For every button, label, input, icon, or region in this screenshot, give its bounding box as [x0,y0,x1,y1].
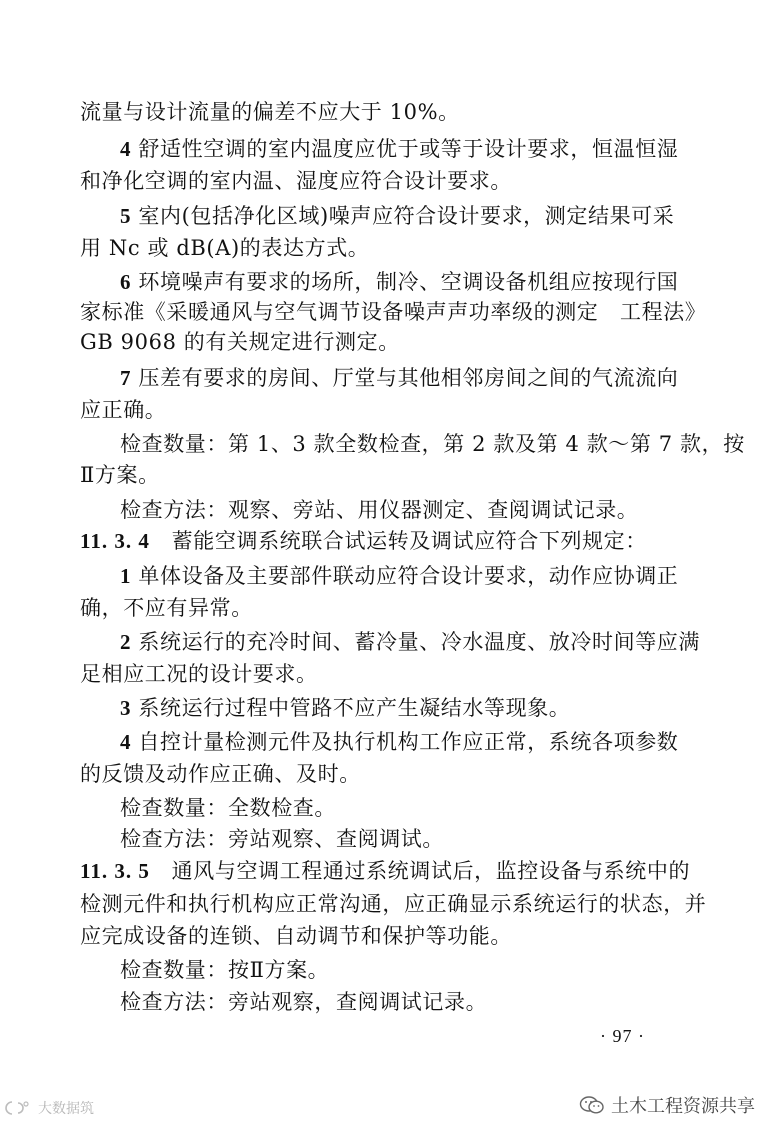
paragraph-line: 足相应工况的设计要求。 [80,662,318,686]
item-number: 4 [120,730,132,754]
watermark-text: 大数据筑 [38,1101,94,1117]
paragraph-line: 的反馈及动作应正确、及时。 [80,762,361,786]
item-number: 1 [120,564,132,588]
list-item-3: 3 系统运行过程中管路不应产生凝结水等现象。 [120,696,571,720]
inspection-method: 检查方法：旁站观察，查阅调试记录。 [120,990,488,1014]
paragraph-line: 流量与设计流量的偏差不应大于 10%。 [80,100,460,124]
list-item-1: 1 单体设备及主要部件联动应符合设计要求，动作应协调正 [120,564,679,588]
paragraph-line: 确，不应有异常。 [80,596,253,620]
paragraph-line: GB 9068 的有关规定进行测定。 [80,330,400,354]
watermark-text: 土木工程资源共享 [611,1096,755,1117]
paragraph-line: 应正确。 [80,398,167,422]
list-item-4b: 4 自控计量检测元件及执行机构工作应正常，系统各项参数 [120,730,679,754]
paragraph-line: Ⅱ方案。 [80,463,160,487]
paragraph-line: 和净化空调的室内温、湿度应符合设计要求。 [80,169,512,193]
inspection-quantity: 检查数量：全数检查。 [120,796,336,820]
paragraph-line: 应完成设备的连锁、自动调节和保护等功能。 [80,924,512,948]
inspection-quantity: 检查数量：按Ⅱ方案。 [120,958,330,982]
section-number: 11. 3. 4 [80,529,150,553]
list-item-6: 6 环境噪声有要求的场所，制冷、空调设备机组应按现行国 [120,270,679,294]
list-item-2: 2 系统运行的充冷时间、蓄冷量、冷水温度、放冷时间等应满 [120,630,700,654]
item-number: 2 [120,630,132,654]
item-number: 7 [120,366,132,390]
item-number: 3 [120,696,132,720]
paragraph-line: 用 Nc 或 dB(A)的表达方式。 [80,236,370,260]
list-item-4: 4 舒适性空调的室内温度应优于或等于设计要求，恒温恒湿 [120,137,679,161]
item-number: 5 [120,204,132,228]
inspection-method: 检查方法：观察、旁站、用仪器测定、查阅调试记录。 [120,498,639,522]
item-number: 6 [120,270,132,294]
list-item-7: 7 压差有要求的房间、厅堂与其他相邻房间之间的气流流向 [120,366,679,390]
inspection-method: 检查方法：旁站观察、查阅调试。 [120,827,444,851]
section-number: 11. 3. 5 [80,859,150,883]
page-number: · 97 · [600,1026,645,1046]
section-heading-11-3-5: 11. 3. 5 通风与空调工程通过系统调试后，监控设备与系统中的 [80,859,691,883]
watermark-left [4,1098,94,1118]
item-number: 4 [120,137,132,161]
paragraph-line: 检测元件和执行机构应正常沟通，应正确显示系统运行的状态，并 [80,892,707,916]
wechat-icon [579,1095,605,1115]
watermark-logo-icon [4,1100,34,1116]
paragraph-line: 家标准《采暖通风与空气调节设备噪声声功率级的测定 工程法》 [80,300,707,324]
inspection-quantity: 检查数量：第 1、3 款全数检查，第 2 款及第 4 款～第 7 款，按 [120,432,745,456]
watermark-right [579,1092,755,1118]
list-item-5: 5 室内(包括净化区域)噪声应符合设计要求，测定结果可采 [120,204,675,228]
section-heading-11-3-4: 11. 3. 4 蓄能空调系统联合试运转及调试应符合下列规定： [80,529,647,553]
